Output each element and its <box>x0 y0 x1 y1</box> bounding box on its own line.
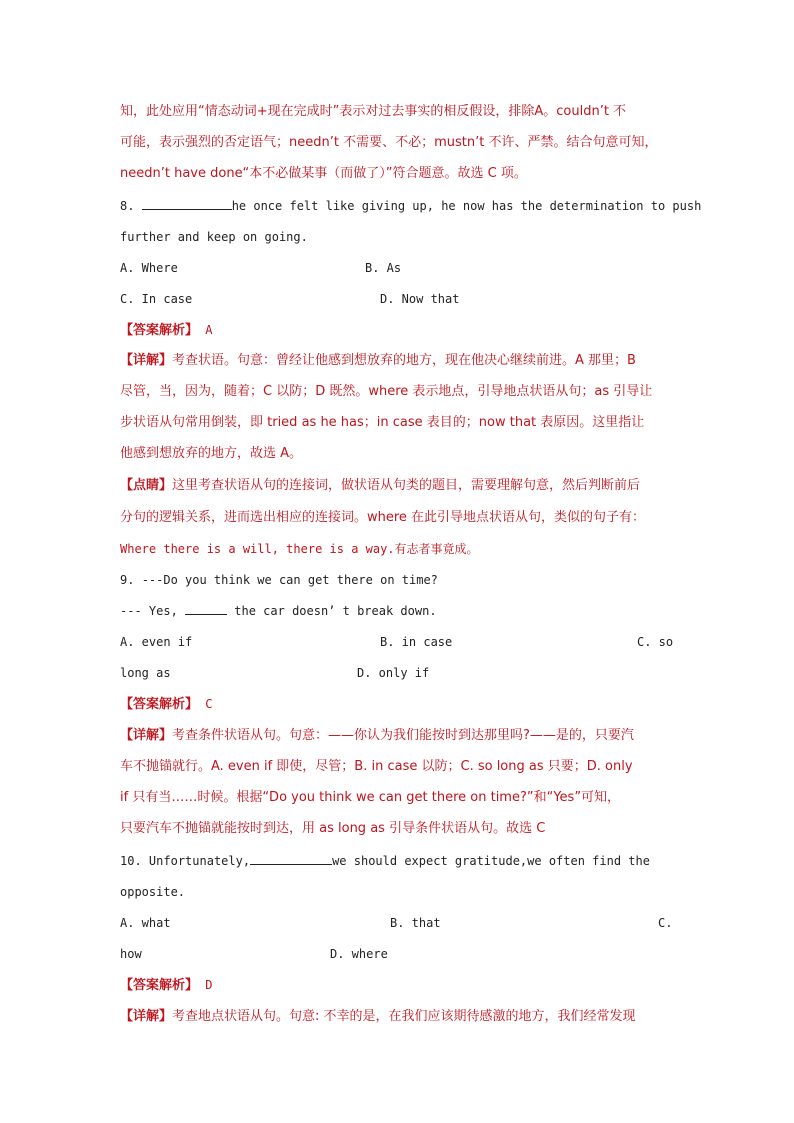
q8-tip-line-2: 分句的逻辑关系，进而选出相应的连接词。where 在此引导地点状语从句，类似的句子有： <box>120 510 646 525</box>
question-number: 9. <box>120 573 135 587</box>
q9-option-c: C. so <box>637 635 674 649</box>
question-9-line-2 <box>120 601 676 621</box>
q8-tip-line-3: Where there is a will, there is a way.有志者事竟成。 <box>120 542 479 556</box>
detail-tag: 【详解】 <box>120 728 173 743</box>
answer-value: D <box>205 978 213 992</box>
q10-option-c-cont: how <box>120 947 142 961</box>
q8-detail-line-4: 他感到想放弃的地方，故选 A。 <box>120 446 303 461</box>
detail-tag: 【详解】 <box>120 353 173 368</box>
answer-value: A <box>205 323 213 337</box>
question-text: he once felt like giving up, he now has the determination to push <box>231 199 702 213</box>
question-text-cont: we should expect gratitude,we often find the <box>332 854 650 868</box>
q9-option-b: B. in case <box>380 635 453 649</box>
detail-text: 考查状语。句意：曾经让他感到想放弃的地方，现在他决心继续前进。A 那里；B <box>172 353 636 368</box>
q10-detail-line-1 <box>120 1007 676 1027</box>
q8-answer <box>120 320 676 341</box>
q9-detail-line-3: if 只有当……时候。根据“Do you think we can get there on time?”和“Yes”可知， <box>120 790 621 805</box>
q10-option-a: A. what <box>120 916 171 930</box>
detail-text: 考查条件状语从句。句意：——你认为我们能按时到达那里吗?——是的，只要汽 <box>172 728 634 743</box>
question-10-stem-cont: opposite. <box>120 885 186 899</box>
answer-tag: 【答案解析】 <box>120 323 199 338</box>
detail-tag: 【详解】 <box>120 1009 173 1024</box>
q9-option-d: D. only if <box>357 666 430 680</box>
q8-option-d: D. Now that <box>380 292 460 306</box>
q8-tip-line-1 <box>120 476 676 496</box>
answer-blank <box>142 197 232 210</box>
q8-detail-line-3: 步状语从句常用倒装，即 tried as he has；in case 表目的；now that 表原因。这里指让 <box>120 415 645 430</box>
q9-option-c-cont: long as <box>120 666 171 680</box>
analysis-line-3: needn’t have done“本不必做某事（而做了）”符合题意。故选 C 项。 <box>120 166 527 181</box>
analysis-line-2: 可能，表示强烈的否定语气；needn’t 不需要、不必；mustn’t 不许、严禁。结合句意可知， <box>120 135 658 150</box>
q9-option-a: A. even if <box>120 635 193 649</box>
q10-option-c: C. <box>658 916 673 930</box>
question-text: Unfortunately, <box>148 854 251 868</box>
question-9-line-1 <box>120 570 676 590</box>
q10-option-d: D. where <box>330 947 388 961</box>
q8-option-c: C. In case <box>120 292 193 306</box>
answer-tag: 【答案解析】 <box>120 978 199 993</box>
q9-detail-line-2: 车不抛锚就行。A. even if 即使，尽管；B. in case 以防；C. so long as 只要；D. only <box>120 759 633 774</box>
tip-text: 这里考查状语从句的连接词，做状语从句类的题目，需要理解句意，然后判断前后 <box>172 478 641 493</box>
question-number: 8. <box>120 199 135 213</box>
analysis-line-1: 知，此处应用“情态动词+现在完成时”表示对过去事实的相反假设，排除A。couldn’t 不 <box>120 104 627 119</box>
question-number: 10. <box>120 854 142 868</box>
q10-option-b: B. that <box>390 916 441 930</box>
reply-text-cont: the car doesn’ t break down. <box>234 604 437 618</box>
question-8-stem-cont: further and keep on going. <box>120 230 308 244</box>
q9-detail-line-1 <box>120 726 676 746</box>
answer-value: C <box>205 697 213 711</box>
q10-answer <box>120 975 676 996</box>
q9-answer <box>120 694 676 715</box>
answer-tag: 【答案解析】 <box>120 697 199 712</box>
q8-detail-line-2: 尽管，当，因为，随着；C 以防；D 既然。where 表示地点，引导地点状语从句；as 引导让 <box>120 384 653 399</box>
question-10-stem <box>120 851 676 871</box>
question-8-stem <box>120 196 702 216</box>
detail-text: 考查地点状语从句。句意: 不幸的是，在我们应该期待感激的地方，我们经常发现 <box>172 1009 636 1024</box>
tip-tag: 【点睛】 <box>120 478 173 493</box>
q8-detail-line-1 <box>120 351 676 371</box>
answer-blank <box>185 602 227 615</box>
question-text: ---Do you think we can get there on time? <box>141 573 438 587</box>
answer-blank <box>250 852 332 865</box>
q9-detail-line-4: 只要汽车不抛锚就能按时到达，用 as long as 引导条件状语从句。故选 C <box>120 821 546 836</box>
reply-text: --- Yes, <box>120 604 178 618</box>
q8-option-b: B. As <box>365 261 402 275</box>
q8-option-a: A. Where <box>120 261 178 275</box>
